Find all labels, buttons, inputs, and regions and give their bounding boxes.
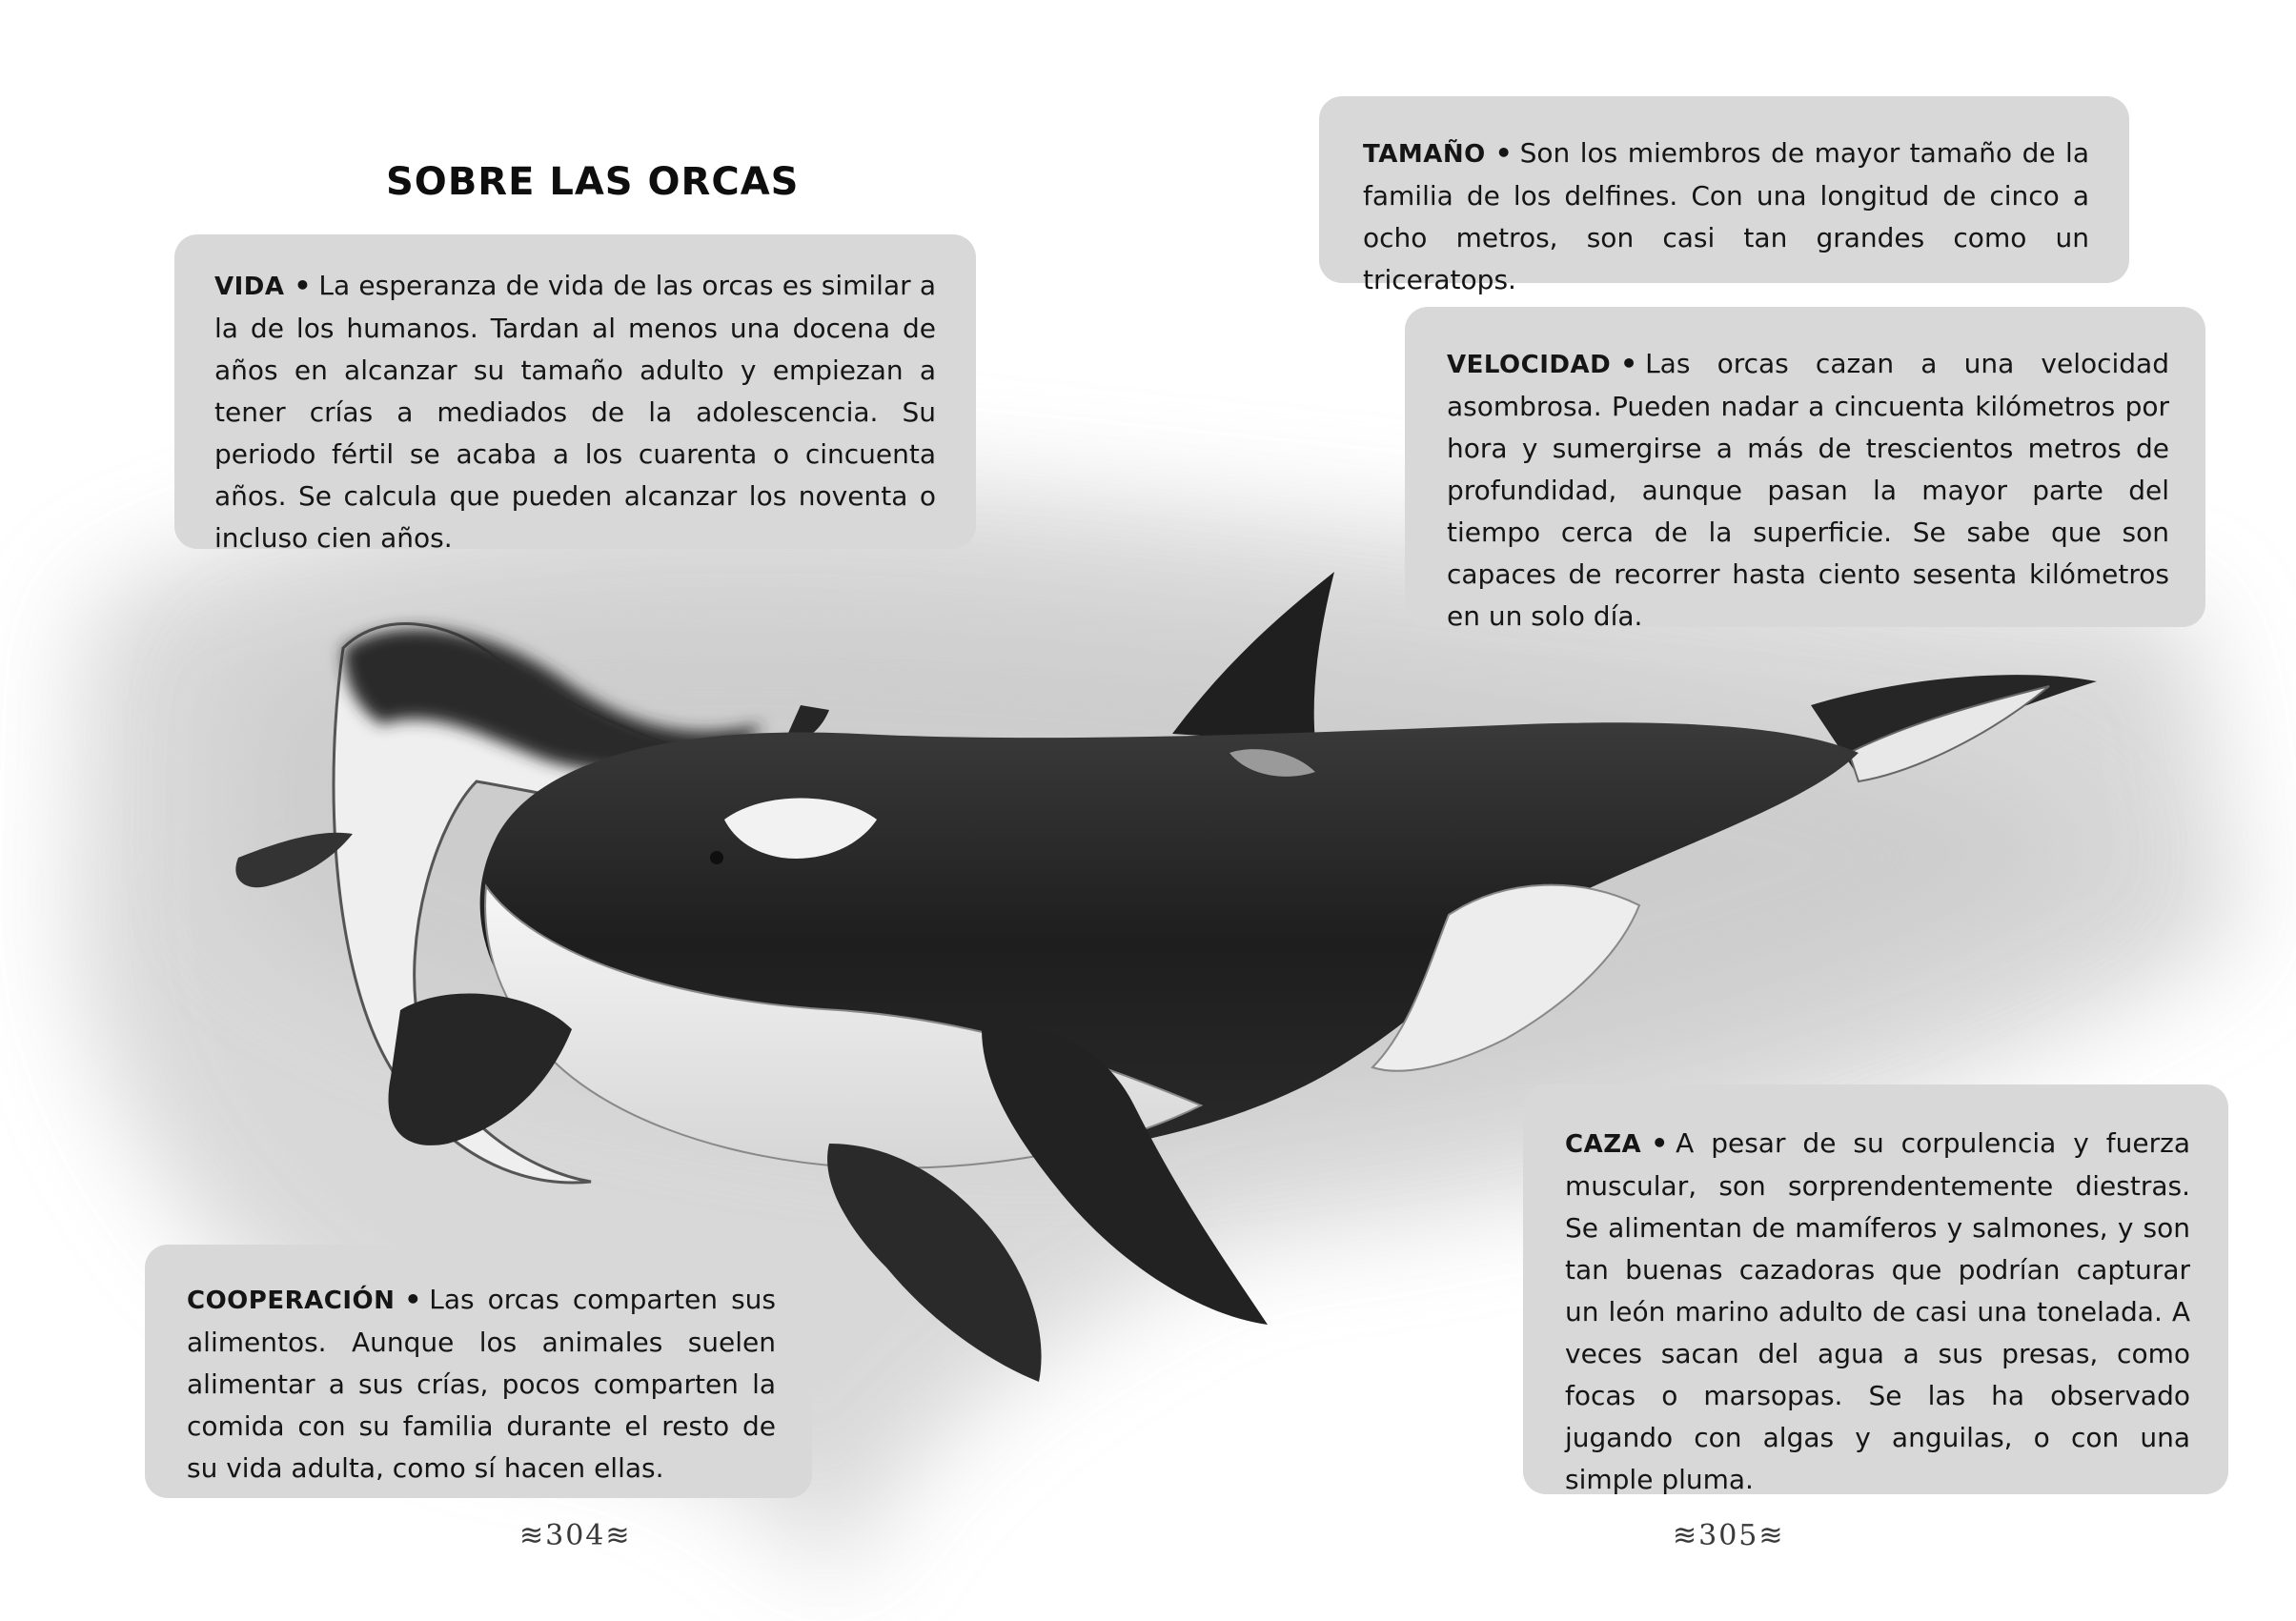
bullet-separator: • bbox=[1651, 1127, 1669, 1159]
info-box-cooperacion bbox=[145, 1245, 812, 1498]
page-number-left: ≋304≋ bbox=[519, 1519, 632, 1552]
box-label-velocidad: VELOCIDAD bbox=[1447, 351, 1612, 379]
box-label-tamano: TAMAÑO bbox=[1363, 140, 1486, 169]
info-box-caza bbox=[1523, 1084, 2228, 1494]
page-number-right: ≋305≋ bbox=[1673, 1519, 1785, 1552]
box-text-cooperacion: Las orcas comparten sus alimentos. Aunque los animales suelen alimentar a sus crías, pocos comparten la comida con su familia durante el resto de su vida adulta, como sí hacen ellas. bbox=[187, 1284, 776, 1484]
info-box-tamano bbox=[1319, 96, 2129, 295]
page-title: SOBRE LAS ORCAS bbox=[386, 160, 800, 204]
bullet-separator: • bbox=[404, 1284, 422, 1315]
box-label-caza: CAZA bbox=[1565, 1130, 1642, 1159]
box-label-vida: VIDA bbox=[214, 273, 285, 301]
box-text-velocidad: Las orcas cazan a una velocidad asombrosa. Pueden nadar a cincuenta kilómetros por hora y sumergirse a más de trescientos metros de profundidad, aunque pasan la mayor parte del tiempo cerca de la superficie. Se sabe que son capaces de recorrer hasta ciento sesenta kilómetros en un solo día. bbox=[1447, 348, 2169, 632]
bullet-separator: • bbox=[1494, 137, 1513, 169]
box-text-tamano: Son los miembros de mayor tamaño de la familia de los delfines. Con una longitud de cinco a ocho metros, son casi tan grandes como un triceratops. bbox=[1363, 137, 2089, 295]
box-text-caza: A pesar de su corpulencia y fuerza muscular, son sorprendentemente diestras. Se alimentan de mamíferos y salmones, y son tan buenas cazadoras que podrían capturar un león marino adulto de casi una tonelada. A veces sacan del agua a sus presas, como focas o marsopas. Se las ha observado jugando con algas y anguilas, o con una simple pluma. bbox=[1565, 1127, 2190, 1495]
info-box-vida bbox=[174, 234, 976, 554]
info-box-velocidad bbox=[1405, 307, 2205, 632]
box-label-cooperacion: COOPERACIÓN bbox=[187, 1287, 396, 1315]
bullet-separator: • bbox=[1620, 348, 1638, 379]
box-text-vida: La esperanza de vida de las orcas es similar a la de los humanos. Tardan al menos una docena de años en alcanzar su tamaño adulto y empiezan a tener crías a mediados de la adolescencia. Su periodo fértil se acaba a los cuarenta o cincuenta años. Se calcula que pueden alcanzar los noventa o incluso cien años. bbox=[214, 270, 936, 554]
bullet-separator: • bbox=[294, 270, 312, 301]
